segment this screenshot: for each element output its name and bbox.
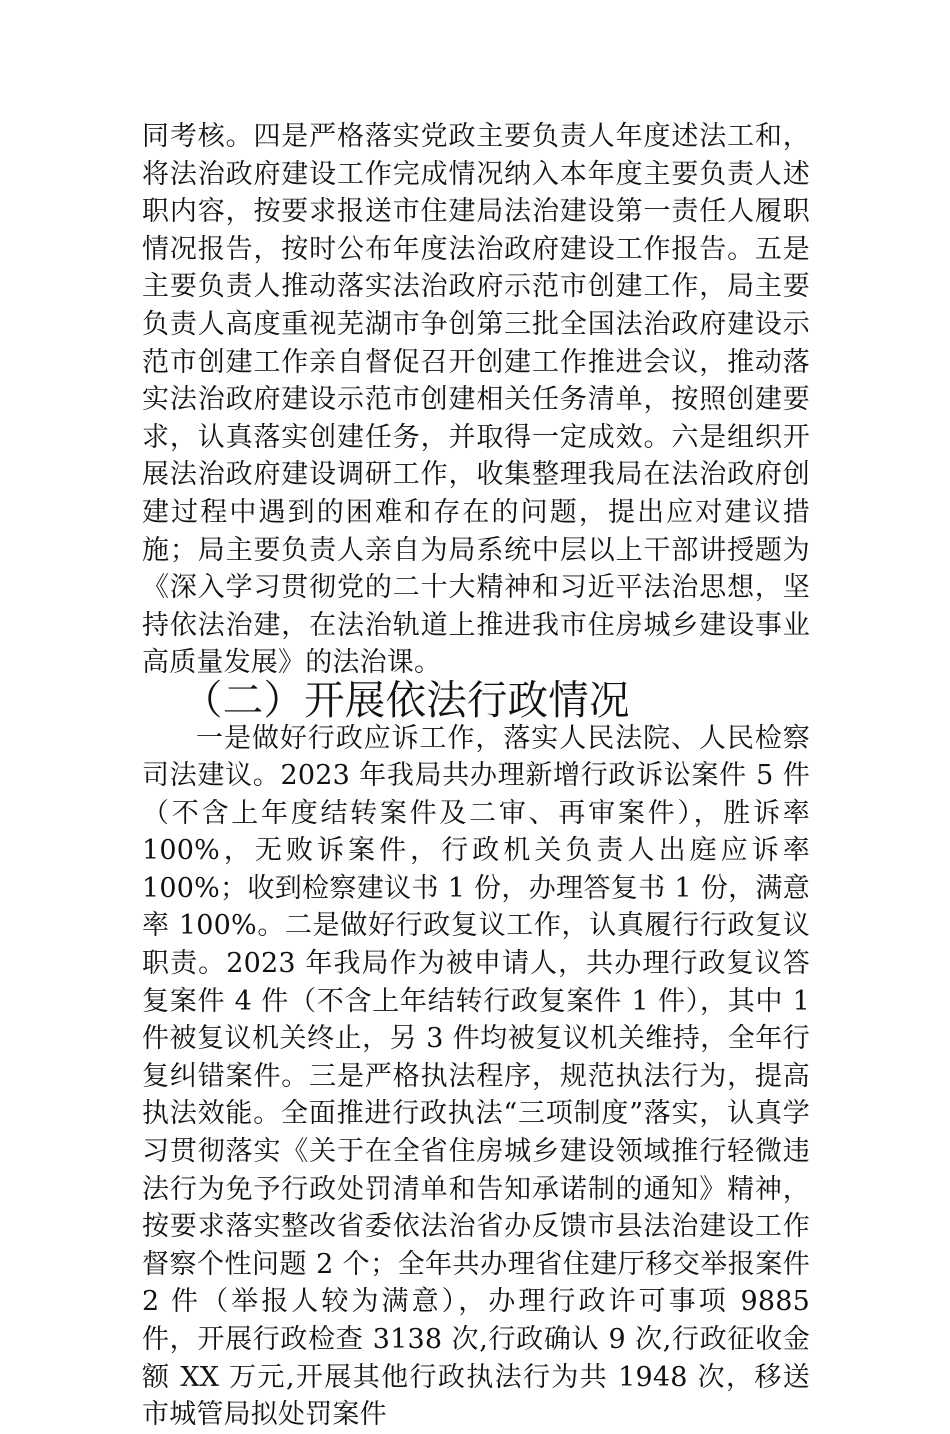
paragraph-body: 一是做好行政应诉工作，落实人民法院、人民检察司法建议。2023 年我局共办理新增行政诉讼案件 5 件（不含上年度结转案件及二审、再审案件），胜诉率 100%，无败诉案件，行政机关负责人出庭应诉率 100%；收到检察建议书 1 份，办理答复书 1 份，满意率 100%。二是做好行政复议工作，认真履行行政复议职责。2023 年我局作为被申请人，共办理行政复议答复案件 4 件（不含上年结转行政复案件 1 件），其中 1 件被复议机关终止，另 3 件均被复议机关维持，全年行复纠错案件。三是严格执法程序，规范执法行为，提高执法效能。全面推进行政执法“三项制度”落实，认真学习贯彻落实《关于在全省住房城乡建设领域推行轻微违法行为免予行政处罚清单和告知承诺制的通知》精神，按要求落实整改省委依法治省办反馈市县法治建设工作督察个性问题 2 个；全年共办理省住建厅移交举报案件 2 件（举报人较为满意），办理行政许可事项 9885 件，开展行政检查 3138 次,行政确认 9 次,行政征收金额 XX 万元,开展其他行政执法行为共 1948 次，移送市城管局拟处罚案件 <box>142 722 810 1431</box>
document-body <box>142 118 810 1434</box>
section-heading: （二）开展依法行政情况 <box>182 675 630 724</box>
paragraph-continuation: 同考核。四是严格落实党政主要负责人年度述法工和，将法治政府建设工作完成情况纳入本年度主要负责人述职内容，按要求报送市住建局法治建设第一责任人履职情况报告，按时公布年度法治政府建设工作报告。五是主要负责人推动落实法治政府示范市创建工作，局主要负责人高度重视芜湖市争创第三批全国法治政府建设示范市创建工作亲自督促召开创建工作推进会议，推动落实法治政府建设示范市创建相关任务清单，按照创建要求，认真落实创建任务，并取得一定成效。六是组织开展法治政府建设调研工作，收集整理我局在法治政府创建过程中遇到的困难和存在的问题，提出应对建议措施；局主要负责人亲自为局系统中层以上干部讲授题为《深入学习贯彻党的二十大精神和习近平法治思想，坚持依法治建，在法治轨道上推进我市住房城乡建设事业高质量发展》的法治课。 <box>142 121 810 679</box>
